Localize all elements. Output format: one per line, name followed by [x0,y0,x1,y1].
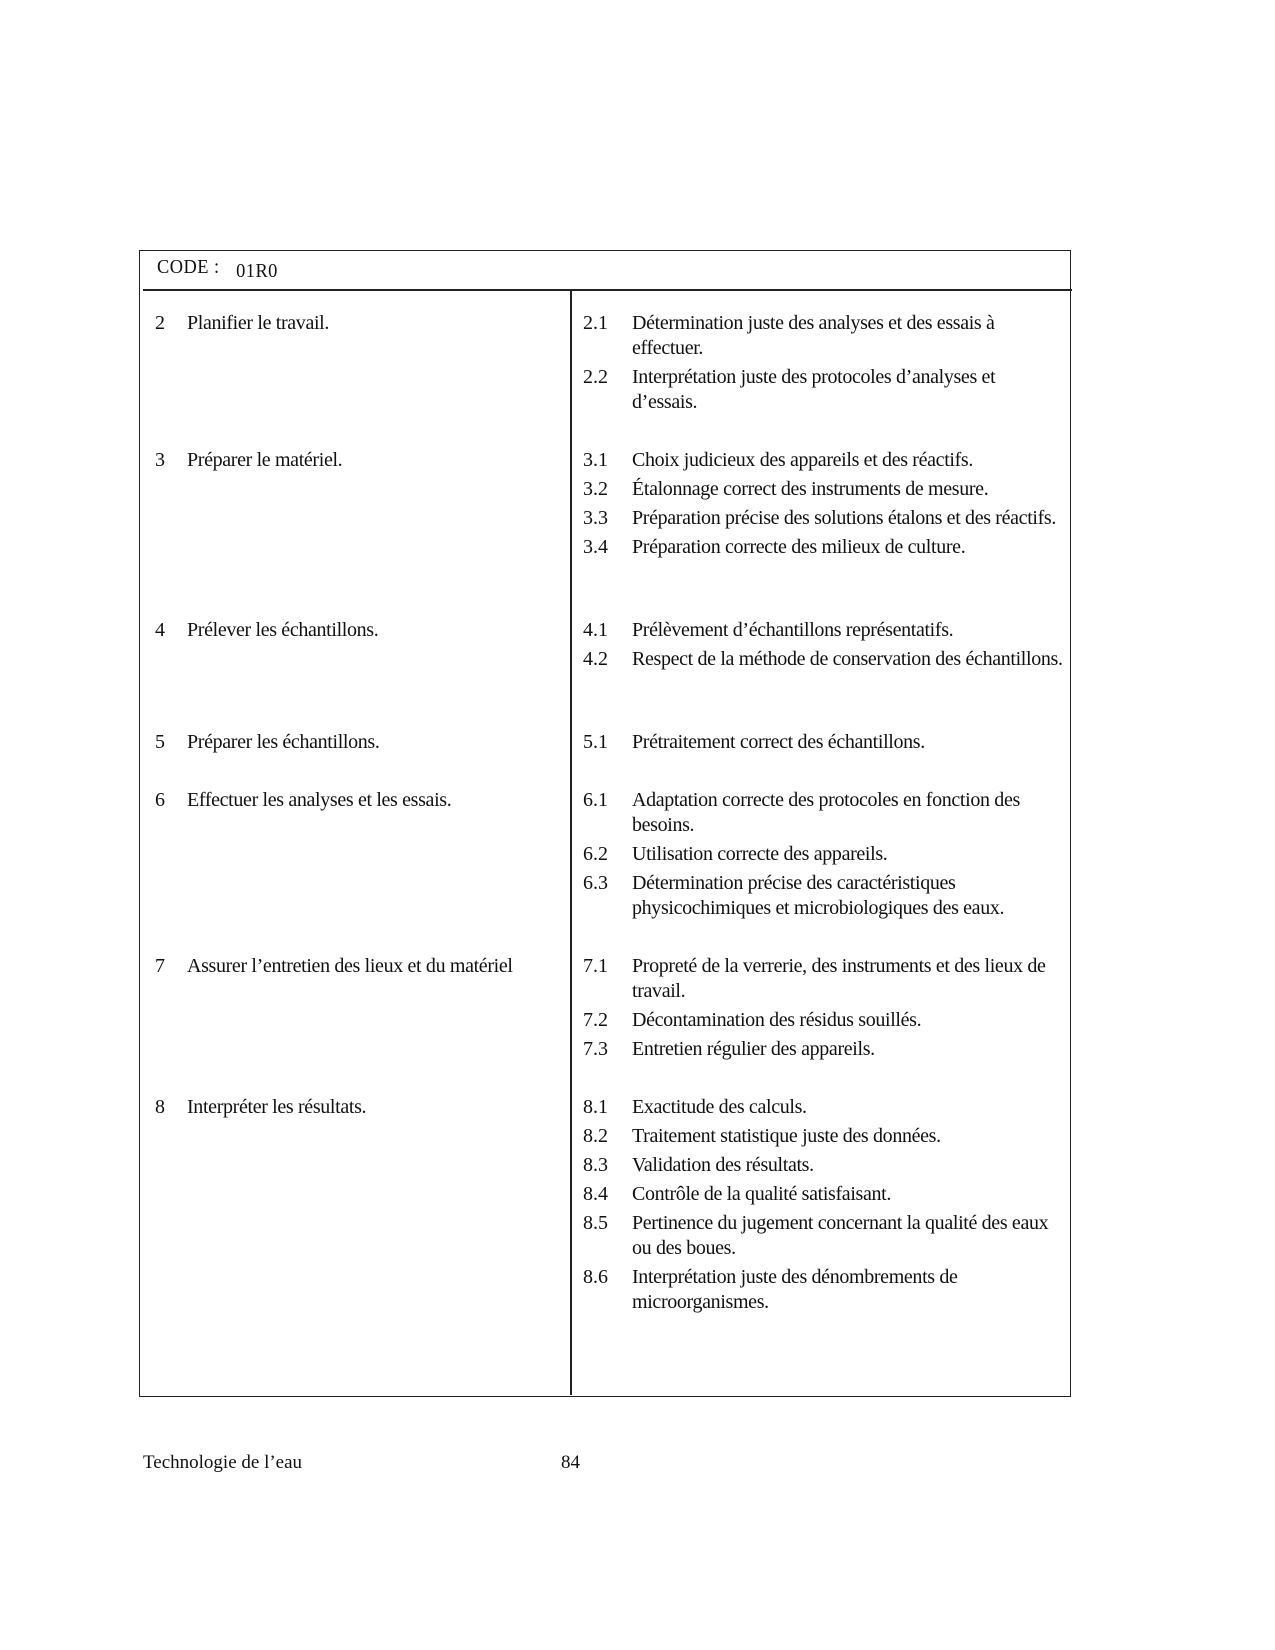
code-label: CODE : [157,256,220,278]
criterion-item [583,1153,1063,1178]
task-number: 7 [155,955,165,977]
criterion-number: 3.1 [583,449,608,471]
criterion-item [583,954,1063,1004]
task-text: Interpréter les résultats. [187,1096,367,1118]
task-row [155,1095,535,1120]
criteria-list [583,618,1063,676]
criterion-item [583,730,1063,755]
criterion-text: Décontamination des résidus souillés. [632,1009,922,1031]
criterion-item [583,1124,1063,1149]
task-row [155,788,535,813]
criterion-number: 7.1 [583,955,608,977]
criterion-text: Propreté de la verrerie, des instruments et des lieux de travail. [632,955,1046,1002]
criterion-number: 8.6 [583,1266,608,1288]
task-number: 8 [155,1096,165,1118]
criterion-item [583,842,1063,867]
criterion-item [583,618,1063,643]
criterion-item [583,1008,1063,1033]
criterion-item [583,1211,1063,1261]
criterion-number: 5.1 [583,731,608,753]
criterion-number: 6.3 [583,872,608,894]
criterion-item [583,1095,1063,1120]
task-item [155,618,535,647]
criterion-number: 6.2 [583,843,608,865]
criterion-number: 8.5 [583,1212,608,1234]
criterion-item [583,647,1063,672]
criterion-text: Respect de la méthode de conservation des échantillons. [632,648,1063,670]
task-item [155,788,535,817]
criterion-text: Détermination juste des analyses et des essais à effectuer. [632,312,995,359]
footer-title: Technologie de l’eau [143,1452,303,1473]
criterion-text: Validation des résultats. [632,1154,814,1176]
criterion-item [583,535,1063,560]
criterion-item [583,1182,1063,1207]
task-number: 2 [155,312,165,334]
criterion-number: 7.3 [583,1038,608,1060]
criterion-text: Contrôle de la qualité satisfaisant. [632,1183,891,1205]
criterion-number: 8.4 [583,1183,608,1205]
criteria-list [583,311,1063,419]
task-text: Préparer le matériel. [187,449,343,471]
criterion-text: Détermination précise des caractéristiques physicochimiques et microbiologiques des eaux. [632,872,1005,919]
criterion-text: Prélèvement d’échantillons représentatifs. [632,619,954,641]
task-number: 6 [155,789,165,811]
criterion-number: 2.2 [583,366,608,388]
criterion-text: Utilisation correcte des appareils. [632,843,888,865]
criterion-number: 3.2 [583,478,608,500]
task-number: 3 [155,449,165,471]
criterion-number: 3.3 [583,507,608,529]
task-row [155,954,535,979]
criterion-number: 7.2 [583,1009,608,1031]
task-item [155,954,535,983]
task-item [155,448,535,477]
criterion-text: Prétraitement correct des échantillons. [632,731,925,753]
criterion-number: 8.3 [583,1154,608,1176]
task-text: Planifier le travail. [187,312,330,334]
task-row [155,618,535,643]
criterion-number: 2.1 [583,312,608,334]
task-row [155,311,535,336]
criterion-item [583,1265,1063,1315]
task-number: 5 [155,731,165,753]
criteria-list [583,954,1063,1066]
criterion-text: Préparation correcte des milieux de culture. [632,536,966,558]
criteria-list [583,730,1063,759]
task-text: Assurer l’entretien des lieux et du matériel [187,955,513,977]
task-text: Préparer les échantillons. [187,731,380,753]
criterion-number: 3.4 [583,536,608,558]
criterion-text: Entretien régulier des appareils. [632,1038,875,1060]
criteria-list [583,1095,1063,1319]
task-number: 4 [155,619,165,641]
page-number: 84 [561,1452,580,1473]
criterion-number: 8.1 [583,1096,608,1118]
column-divider [570,290,572,1395]
criterion-item [583,871,1063,921]
task-row [155,730,535,755]
task-item [155,1095,535,1124]
criterion-number: 6.1 [583,789,608,811]
code-header [157,256,278,282]
criterion-text: Choix judicieux des appareils et des réactifs. [632,449,974,471]
criterion-number: 4.1 [583,619,608,641]
header-divider [143,289,1072,291]
criterion-item [583,311,1063,361]
criterion-text: Adaptation correcte des protocoles en fonction des besoins. [632,789,1020,836]
criterion-number: 8.2 [583,1125,608,1147]
task-row [155,448,535,473]
task-text: Effectuer les analyses et les essais. [187,789,452,811]
criteria-list [583,788,1063,925]
criterion-text: Exactitude des calculs. [632,1096,807,1118]
task-item [155,311,535,340]
criterion-text: Traitement statistique juste des données. [632,1125,941,1147]
task-text: Prélever les échantillons. [187,619,379,641]
criterion-text: Préparation précise des solutions étalons et des réactifs. [632,507,1057,529]
criterion-item [583,448,1063,473]
criteria-list [583,448,1063,564]
task-item [155,730,535,759]
criterion-number: 4.2 [583,648,608,670]
criterion-text: Interprétation juste des protocoles d’analyses et d’essais. [632,366,996,413]
criterion-item [583,365,1063,415]
code-value: 01R0 [236,260,278,282]
criterion-item [583,506,1063,531]
criterion-text: Pertinence du jugement concernant la qualité des eaux ou des boues. [632,1212,1049,1259]
criterion-text: Interprétation juste des dénombrements de microorganismes. [632,1266,958,1313]
criterion-text: Étalonnage correct des instruments de mesure. [632,478,989,500]
criterion-item [583,477,1063,502]
criterion-item [583,788,1063,838]
criterion-item [583,1037,1063,1062]
